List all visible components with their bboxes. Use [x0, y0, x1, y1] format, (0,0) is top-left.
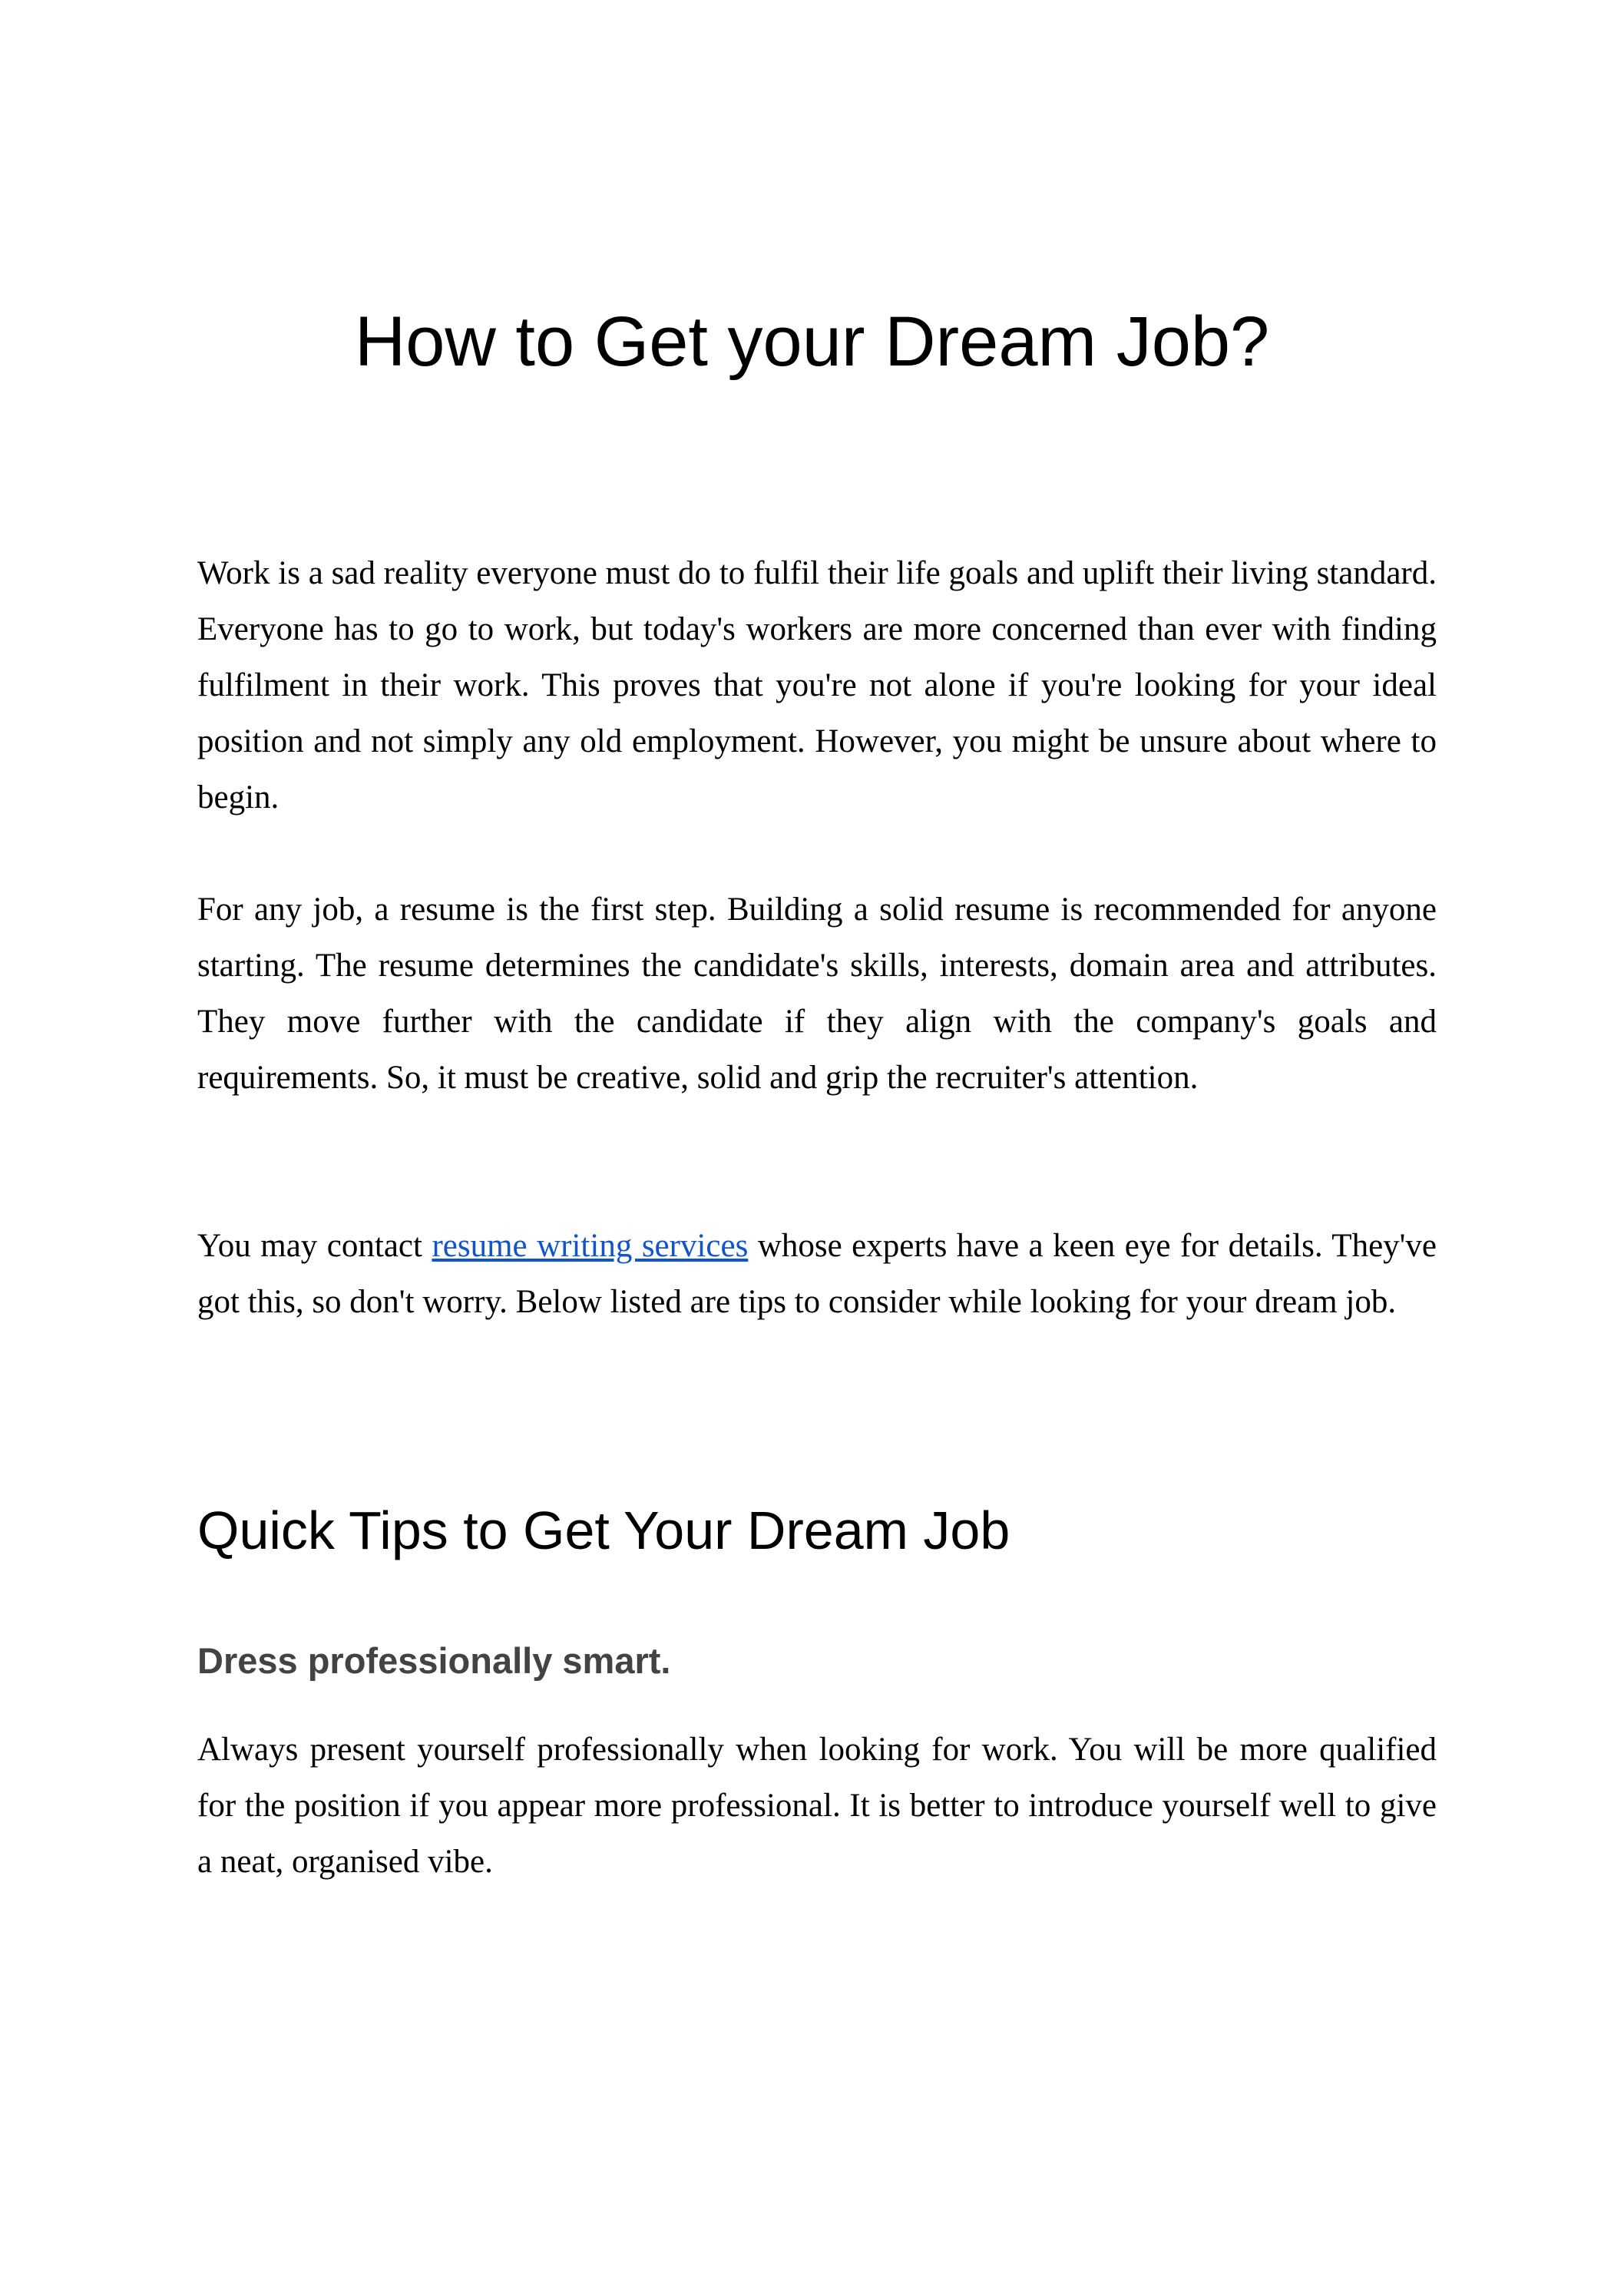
paragraph-text-after-link: whose experts have a keen eye for details. They've got this, so don't worry. Below listed are tips to consider while looking for your dream job.	[197, 1228, 1437, 1320]
resume-services-paragraph	[197, 1218, 1437, 1330]
dress-paragraph: Always present yourself professionally when looking for work. You will be more qualified for the position if you appear more professional. It is better to introduce yourself well to give a neat, organised vibe.	[197, 1732, 1437, 1880]
paragraph-text-before-link: You may contact	[197, 1228, 432, 1264]
resume-writing-services-link[interactable]: resume writing services	[432, 1228, 749, 1264]
subsection-heading: Dress professionally smart.	[197, 1640, 671, 1681]
page-title: How to Get your Dream Job?	[354, 303, 1270, 381]
intro-paragraph: Work is a sad reality everyone must do to fulfil their life goals and uplift their living standard. Everyone has to go to work, but today's workers are more concerned than ever with finding fulfilment in their work. This proves that you're not alone if you're looking for your ideal position and not simply any old employment. However, you might be unsure about where to begin.	[197, 555, 1437, 816]
section-heading: Quick Tips to Get Your Dream Job	[197, 1500, 1010, 1560]
resume-paragraph: For any job, a resume is the first step. Building a solid resume is recommended for anyone starting. The resume determines the candidate's skills, interests, domain area and attributes. They move further with the candidate if they align with the company's goals and requirements. So, it must be creative, solid and grip the recruiter's attention.	[197, 892, 1437, 1096]
